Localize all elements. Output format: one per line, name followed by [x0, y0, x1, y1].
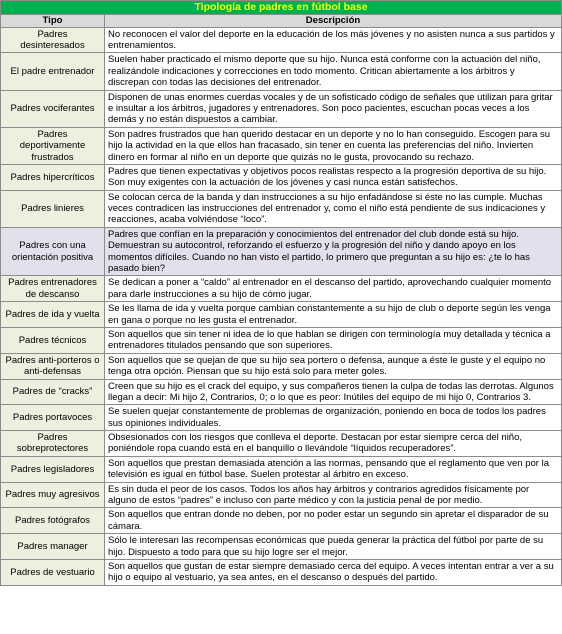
row-descripcion: Son aquellos que entran donde no deben, por no poder estar un segundo sin apretar el disparador de su cámara. — [105, 508, 562, 534]
header-tipo: Tipo — [1, 14, 105, 27]
row-tipo: Padres portavoces — [1, 405, 105, 431]
table-row — [1, 227, 562, 276]
row-tipo: Padres anti-porteros o anti-defensas — [1, 353, 105, 379]
table-row — [1, 90, 562, 127]
row-tipo: Padres muy agresivos — [1, 482, 105, 508]
row-tipo: Padres manager — [1, 534, 105, 560]
table-title: Tipología de padres en fútbol base — [1, 1, 562, 15]
row-descripcion: Padres que confían en la preparación y conocimientos del entrenador del club donde está su hijo. Demuestran su autocontrol, reforzando el esfuerzo y la progresión del niño y dando apoyo en los momentos difíciles. Cuando no han visto el partido, lo primero que preguntan a su hijo es: ¿te lo has pasado bien? — [105, 227, 562, 276]
row-tipo: Padres vociferantes — [1, 90, 105, 127]
row-tipo: Padres desinteresados — [1, 27, 105, 53]
table-row — [1, 53, 562, 90]
row-tipo: Padres con una orientación positiva — [1, 227, 105, 276]
row-descripcion: Obsesionados con los riesgos que conlleva el deporte. Destacan por estar siempre cerca del niño, poniéndole ropa cuando está en el banquillo o llevándole “líquidos recuperadores”. — [105, 431, 562, 457]
row-descripcion: Son aquellos que gustan de estar siempre demasiado cerca del equipo. A veces intentan entrar a ver a su hijo o equipo al vestuario, ya sea antes, en el descanso o después del partido. — [105, 560, 562, 586]
row-descripcion: Se suelen quejar constantemente de problemas de organización, poniendo en boca de todos los padres sus opiniones individuales. — [105, 405, 562, 431]
row-tipo: Padres deportivamente frustrados — [1, 127, 105, 164]
row-tipo: Padres hipercríticos — [1, 164, 105, 190]
table-row — [1, 431, 562, 457]
table-title-row — [1, 1, 562, 15]
table-row — [1, 353, 562, 379]
row-tipo: Padres linieres — [1, 190, 105, 227]
row-tipo: Padres sobreprotectores — [1, 431, 105, 457]
row-tipo: Padres de “cracks” — [1, 379, 105, 405]
row-tipo: Padres fotógrafos — [1, 508, 105, 534]
table-row — [1, 534, 562, 560]
row-tipo: Padres técnicos — [1, 327, 105, 353]
row-tipo: Padres legisladores — [1, 456, 105, 482]
row-descripcion: Creen que su hijo es el crack del equipo, y sus compañeros tienen la culpa de todas las derrotas. Algunos llegan a decir: Mi hijo 2, Contrarios, 0; o lo que es peor: Inútiles del equipo de mi hijo 0, Contrarios 3. — [105, 379, 562, 405]
table-row — [1, 327, 562, 353]
table-row — [1, 379, 562, 405]
row-descripcion: Se les llama de ida y vuelta porque cambian constantemente a su hijo de club o deporte según les venga en gana o porque no les gusta el entrenador. — [105, 302, 562, 328]
header-descripcion: Descripción — [105, 14, 562, 27]
table-row — [1, 27, 562, 53]
table-row — [1, 302, 562, 328]
table-row — [1, 276, 562, 302]
table-row — [1, 190, 562, 227]
row-descripcion: Padres que tienen expectativas y objetivos pocos realistas respecto a la progresión deportiva de su hijo. Son muy exigentes con la actuación de los jóvenes y casi nunca están satisfechos. — [105, 164, 562, 190]
table-row — [1, 482, 562, 508]
table-header-row — [1, 14, 562, 27]
row-tipo: Padres entrenadores de descanso — [1, 276, 105, 302]
row-tipo: Padres de ida y vuelta — [1, 302, 105, 328]
row-tipo: El padre entrenador — [1, 53, 105, 90]
table-row — [1, 127, 562, 164]
table-row — [1, 456, 562, 482]
row-descripcion: Son aquellos que prestan demasiada atención a las normas, pensando que el reglamento que ven por la televisión es igual en fútbol base. Suelen protestar al árbitro en exceso. — [105, 456, 562, 482]
row-descripcion: Son aquellos que sin tener ni idea de lo que hablan se dirigen con terminología muy detallada y técnica a entrenadores titulados pensando que son superiores. — [105, 327, 562, 353]
row-descripcion: Son padres frustrados que han querido destacar en un deporte y no lo han conseguido. Escogen para su hijo la actividad en la que ellos han fracasado, sin tener en cuenta las preferencias del niño. Invierten dinero en formar al niño en un deporte que quizás no le gusta, provocando su rechazo. — [105, 127, 562, 164]
row-descripcion: Es sin duda el peor de los casos. Todos los años hay árbitros y contrarios agredidos físicamente por alguno de estos “padres” e incluso con parte médico y con la justicia penal de por medio. — [105, 482, 562, 508]
row-descripcion: Sólo le interesan las recompensas económicas que pueda generar la práctica del fútbol por parte de su hijo. Dispuesto a todo para que su hijo logre ser el mejor. — [105, 534, 562, 560]
table-row — [1, 508, 562, 534]
table-row — [1, 405, 562, 431]
row-tipo: Padres de vestuario — [1, 560, 105, 586]
row-descripcion: Se dedican a poner a “caldo” al entrenador en el descanso del partido, aprovechando cualquier momento para darle instrucciones a su hijo de cómo jugar. — [105, 276, 562, 302]
row-descripcion: Suelen haber practicado el mismo deporte que su hijo. Nunca está conforme con la actuación del niño, realizándole indicaciones y correcciones en todo momento. Critican abiertamente a los árbitros y discrepan con todas las decisiones del entrenador. — [105, 53, 562, 90]
row-descripcion: Disponen de unas enormes cuerdas vocales y de un sofisticado código de señales que utilizan para gritar e insultar a los árbitros, jugadores y entrenadores. Son poco pacientes, escuchan pocas veces a los demás y no están dispuestos a cambiar. — [105, 90, 562, 127]
row-descripcion: No reconocen el valor del deporte en la educación de los más jóvenes y no asisten nunca a sus partidos y entrenamientos. — [105, 27, 562, 53]
row-descripcion: Son aquellos que se quejan de que su hijo sea portero o defensa, aunque a éste le guste y el equipo no tenga otra opción. Piensan que su hijo está solo para meter goles. — [105, 353, 562, 379]
table-row — [1, 164, 562, 190]
table-row — [1, 560, 562, 586]
row-descripcion: Se colocan cerca de la banda y dan instrucciones a su hijo enfadándose si éste no las cumple. Muchas veces contradicen las instrucciones del entrenador y, como el niño está pendiente de sus indicaciones y reacciones, acaba volviéndose “loco”. — [105, 190, 562, 227]
